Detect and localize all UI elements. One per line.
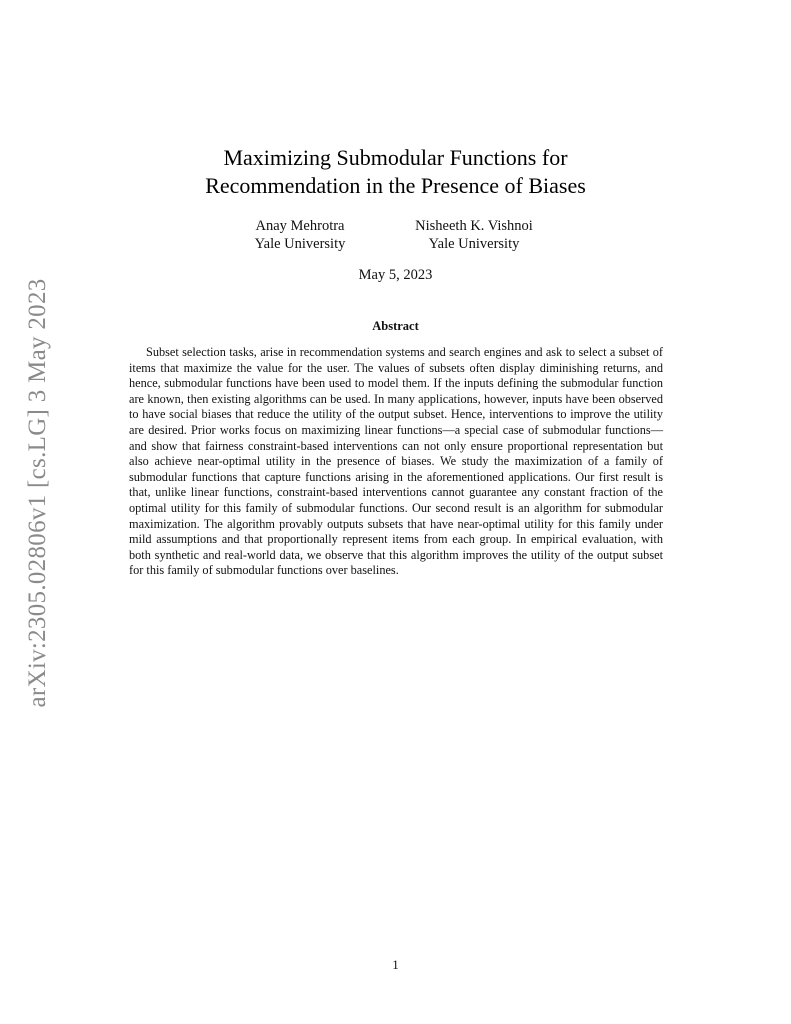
abstract-heading: Abstract — [372, 319, 419, 333]
paper-title-line-1: Maximizing Submodular Functions for — [223, 145, 568, 170]
author-affiliation: Yale University — [254, 236, 346, 252]
page-number: 1 — [392, 957, 399, 972]
author-name: Anay Mehrotra — [255, 218, 345, 234]
author-block-2 — [374, 217, 574, 253]
paper-title-line-2: Recommendation in the Presence of Biases — [205, 173, 586, 198]
publication-date: May 5, 2023 — [358, 267, 433, 283]
author-name: Nisheeth K. Vishnoi — [415, 218, 533, 234]
author-block-1 — [200, 217, 400, 253]
author-affiliation: Yale University — [428, 236, 520, 252]
paper-title — [0, 144, 791, 200]
abstract-body: Subset selection tasks, arise in recommendation systems and search engines and ask to select a subset of items that maximize the value for the user. The values of subsets often display diminishing returns, and hence, submodular functions have been used to model them. If the inputs defining the submodular function are known, then existing algorithms can be used. In many applications, however, inputs have been observed to have social biases that reduce the utility of the output subset. Hence, interventions to improve the utility are desired. Prior works focus on maximizing linear functions—a special case of submodular functions—and show that fairness constraint-based interventions can not only ensure proportional representation but also achieve near-optimal utility in the presence of biases. We study the maximization of a family of submodular functions that capture functions arising in the aforementioned applications. Our first result is that, unlike linear functions, constraint-based interventions cannot guarantee any constant fraction of the optimal utility for this family of submodular functions. Our second result is an algorithm for submodular maximization. The algorithm provably outputs subsets that have near-optimal utility for this family under mild assumptions and that proportionally represent items from each group. In empirical evaluation, with both synthetic and real-world data, we observe that this algorithm improves the utility of the output subset for this family of submodular functions over baselines. — [129, 345, 663, 578]
arxiv-identifier-stamp: arXiv:2305.02806v1 [cs.LG] 3 May 2023 — [24, 278, 51, 708]
